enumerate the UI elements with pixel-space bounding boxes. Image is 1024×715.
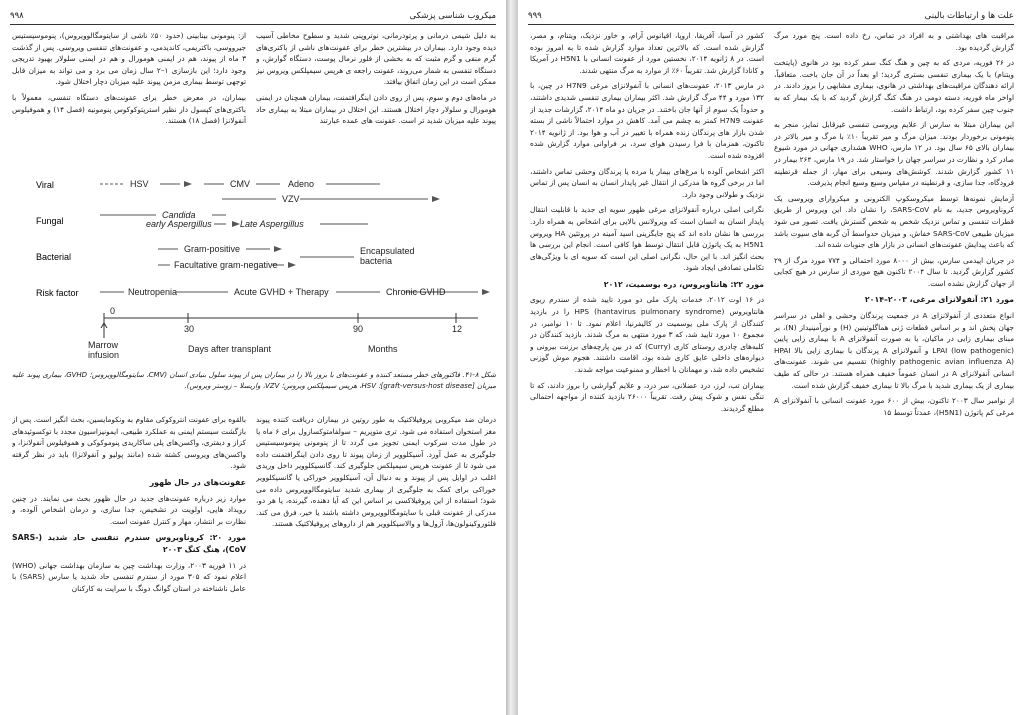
running-header: [10, 8, 496, 25]
paragraph: در ۱۶ اوت ۲۰۱۲، خدمات پارک ملی دو مورد تایید شده از سندرم ریوی هانتاویروس (hantavirus pulmonary syndrome) HPS را در بازدید کنندگان از پارک ملی یوسمیت در کالیفرنیا، اعلام نمود. تا ۱۰ نوامبر، در مجموع ۱۰ مورد تایید شد، که ۳ مورد منتهی به مرگ شدند. بازدید کنندگان در کلبه‌های چادری روستای کاری (Curry) که در بین پارچه‌های برزنت بیرونی و دیواره‌های داخلی عایق کاری شده بود، اقامت داشتند. هجوم موش گوزنی تشخیص داده شد، و مهمانان با اخطار و ممنوعیت مواجه شدند.: [530, 295, 764, 375]
paragraph: از: پنومونی بینابینی (حدود ۵۰٪ ناشی از سایتومگالوویروس)، پنوموسیستیس جیرووسی، باکتریمی، کاندیدمی، و عفونت‌های تنفسی ویروسی. پس از گذشت ۳ ماه از پیوند، هم در ایمنی هومورال و هم در ایمنی سلولار بهبود تدریجی وجود دارد؛ این بازسازی ۱–۲ سال زمان می برد و می تواند به میزان قابل توجهی توسط بیماری مزمن پیوند علیه میزبان دچار اختلال شود.: [12, 31, 246, 87]
page-number: ۹۹۹: [528, 11, 542, 21]
right-page: [518, 0, 1024, 715]
figure-caption: شکل ۸-۴۱. فاکتور‌های خطر مستعد کننده و عفونت‌های با بروز بالا را در بیماران پس از پیوند سلول بنیادی انسان (CMV، سایتومگالوویروس؛ GVHD، بیماری پیوند علیه میزبان [graft-versus-host disease]؛ HSV، هرپس سیمپلکس ویروس؛ VZV، واریسلا – زوستر ویروس).: [12, 371, 497, 390]
label-adeno: Adeno: [288, 179, 315, 189]
row-label-viral: Viral: [36, 180, 54, 190]
paragraph: در ماه‌های دوم و سوم، پس از روی دادن اینگرافتمنت، بیماران همچنان در ایمنی هومورال و سلولار دچار اختلال هستند. این اختلال در بیماران مبتلا به بیماری حاد پیوند علیه میزبان شدید تر است. عفونت های عمده عبارتند: [256, 92, 496, 126]
label-encapsulated: Encapsulated: [360, 246, 415, 256]
row-label-bacterial: Bacterial: [36, 252, 72, 262]
label-candida: Candida: [162, 210, 196, 220]
paragraph: بیماران، در معرض خطر برای عفونت‌های دستگاه تنفسی، معمولاً با باکتری‌های کپسول دار نظیر استرپتوکوکوس پنومونیه (فصل ۱۴) و هموفیلوس آنفولانزا (فصل ۱۸) هستند.: [12, 92, 246, 126]
left-column: [530, 30, 764, 710]
paragraph: موارد زیر درباره عفونت‌های جدید در حال ظهور بحث می نمایند. در چنین رویداد هایی، اولویت در تشخیص، جدا سازی، و درمان اشخاص آلوده، و نظارت بر انتشار، مهار و کنترل عفونت است.: [12, 493, 246, 526]
arrow: [288, 262, 296, 268]
bottom-right-column: [256, 414, 496, 710]
label-chronic-gvhd: Chronic GVHD: [386, 287, 446, 297]
header-title: میکروب شناسی پزشکی: [409, 11, 496, 21]
left-page: [0, 0, 506, 715]
tick-label-0: 0: [110, 306, 116, 316]
page-number: ۹۹۸: [10, 11, 24, 21]
label-bacteria: bacteria: [360, 256, 393, 266]
label-early-aspergillus: early Aspergillus: [146, 219, 212, 229]
tick-label-90: 90: [353, 324, 364, 334]
arrow: [482, 289, 490, 295]
label-vzv: VZV: [282, 194, 300, 204]
paragraph: بالقوه برای عفونت انتروکوکی مقاوم به ونکومایسین، بحث انگیز است. پس از بازگشت سیستم ایمنی به عملکرد طبیعی، ایمونیزاسیون مجدد با توکسوئیدهای کزاز و دیفتری، واکسن‌های پلی ساکاریدی پنوموکوکی و هموفیلوس آنفولانزا، و واکسن‌های ویروسی کشته شده (مانند پولیو و آنفولانزا) باید در نظر گرفته شود.: [12, 415, 246, 471]
paragraph: کشور در آسیا، آفریقا، اروپا، اقیانوس آرام، و خاور نزدیک، ویتنام، و مصر، گزارش شده است. که بالاترین تعداد موارد گزارش شده تا به امروز بوده است. در ۸ ژانویه ۲۰۱۴، نخستین مورد از عفونت انسانی با H5N1 در آمریکا و کانادا گزارش شد. تقریباً ۶۰٪ از موارد به مرگ منتهی شدند.: [530, 31, 764, 75]
paragraph: در ۲۶ فوریه، مردی که به چین و هنگ کنگ سفر کرده بود در هانوی (پایتخت ویتنام) با یک بیماری تنفسی بستری گردید؛ او بعداً در آن جان باخت. متعاقباً، ارائه دهندگان مراقبت‌های بهداشتی در هانوی، بیماری مشابهی را بروز دادند. در اواخر ماه فوریه، دسته دومی در هنگ کنگ گزارش گردید که با یک بیمار که به جنوب چین سفر کرده بود، ارتباط داشت.: [774, 58, 1014, 114]
risk-timeline-figure: [8, 172, 500, 364]
paragraph: مراقبت های بهداشتی و به افراد در تماس، رخ داده است. پنج مورد مرگ گزارش گردیده بود.: [774, 31, 1014, 52]
arrow: [274, 246, 282, 252]
paragraph: به دلیل شیمی درمانی و پرتودرمانی، نوتروپنی شدید و سطوح مخاطی آسیب دیده وجود دارد. بیماران در بیشترین خطر برای عفونت‌های ناشی از باکتری‌های گرم منفی و گرم مثبت که به بخشی از فلور نرمال پوست، دستگاه گوارش، و دستگاه تنفسی به شمار می‌روند، عفونت راجعه ی هرپس سیمپلکس ویروس نیز ممکن است در این زمان اتفاق بیافتد.: [256, 31, 496, 87]
axis-note-marrow: Marrow: [88, 340, 119, 350]
case-heading: مورد ۲۰: کروناویروس سندرم تنفسی حاد شدید (SARS-CoV)، هنگ کنگ ۲۰۰۳: [12, 533, 246, 554]
paragraph: آزمایش نمونه‌ها توسط میکروسکوپ الکترونی و میکروارای ویروسی یک کروناویروس جدید، به نام SARS-CoV، را نشان داد. این ویروس از طریق قطرات تنفسی و تماس نزدیک شخص به شخص گسترش یافت. تصور می شود میزبان طبیعی SARS-CoV خفاش، و میزبان حدواسط آن گربه های سیوت باشد که باعث پیدایش عفونت‌های انسانی در بازار های جنوبات شده اند.: [774, 193, 1014, 250]
axis-note-infusion: infusion: [88, 350, 120, 360]
label-late-aspergillus: Late Aspergillus: [240, 219, 304, 229]
row-label-fungal: Fungal: [36, 216, 64, 226]
paragraph: در مارس ۲۰۱۳، عفونت‌های انسانی با آنفولانزای مرغی H7N9 در چین، با ۱۳۲ مورد و ۴۴ مرگ گزارش شد. اکثر بیماران بیماری تنفسی شدیدی داشتند، و حدوداً یک سوم از آنها جان باختند. در جریان دو ماه ۲۰۱۴، گزارشات جدید از عفونت H7N9 کمتر به چشم می آمد. کاهش در موارد احتمالاً ناشی از بسته شدن بازار های پرندگان زنده همراه با تغییر در آب و هوا بود. از ژانویه ۲۰۱۴ تاکنون، همزمان با فرا رسیدن هوای سرد، بر فراوانی موارد گزارش شده افزوده شده است.: [530, 81, 764, 160]
tick-label-30: 30: [184, 324, 195, 334]
paragraph: از نوامبر سال ۲۰۰۳ تاکنون، بیش از ۶۰۰ مورد عفونت انسانی با آنفولانزای A مرغی کم پاتوژن (H5N1)، عمدتاً توسط ۱۵: [774, 396, 1014, 417]
arrow: [184, 181, 192, 187]
axis-title-months: Months: [368, 344, 398, 354]
running-header: [528, 8, 1014, 25]
top-left-column: [12, 30, 246, 170]
label-neutropenia: Neutropenia: [128, 287, 178, 297]
section-heading: عفونت‌های در حال ظهور: [149, 477, 246, 487]
right-column: [774, 30, 1014, 710]
paragraph: نگرانی اصلی درباره آنفولانزای مرغی ظهور سویه ای جدید با قابلیت انتقال پایدار انسان به انسان است که ویرولانس بالایی برای اشخاص به همراه دارد. بررسی ها نشان داده اند که پنج جایگزینی اسید آمینه در پروتئین HA ویروس H5N1 به یک پاتوژن قابل انتقال توسط هوا کافی است. انجام این بررسی ها بحث انگیز اند. با این حال، نگرانی اصلی این است که سویه ای با ویژگی‌های تکاملی تصادفی ایجاد شود.: [530, 205, 764, 273]
label-gram-positive: Gram-positive: [184, 244, 241, 254]
paragraph: انواع متعددی از آنفولانزای A در جمعیت پرندگان وحشی و اهلی در سراسر جهان پخش اند و بر اساس قطعات ژنی هماگلوتینین (H) و نورآمینیداز (N)، بر مبنای بیماری زایی در ماکیان، یا به صورت آنفولانزای A با بیماری زایی پایین (low pathogenic) LPAI و آنفولانزای A پرندگان با بیماری زایی بالا HPAI (highly pathogenic avian influenza A) تقسیم می شوند. عفونت‌های انسانی آنفولانزای A در انسان عموماً خفیف همراه هستند. در حالی که طیف بیماری از یک بیماری شدید با مرگ بالا تا بیماری خفیف گزارش شده است.: [774, 311, 1014, 390]
book-gutter: [506, 0, 518, 715]
label-acute-gvhd: Acute GVHD + Therapy: [234, 287, 329, 297]
label-hsv: HSV: [130, 179, 149, 189]
paragraph: بیماران تب، لرز، درد عضلانی، سر درد، و علایم گوارشی را بروز دادند، که تا تنگی نفس و شوک پیش رفت. تقریباً ۲۶۰۰۰ بازدید کننده از مواجهه احتمالی مطلع گردیدند.: [530, 380, 764, 413]
paragraph: در ۱۱ فوریه ۲۰۰۳، وزارت بهداشت چین به سازمان بهداشت جهانی (WHO) اعلام نمود که ۳۰۵ مورد از سندرم تنفسی حاد شدید یا سارس (SARS) با عامل ناشناخته در استان گوانگ دونگ با سرایت به کارکنان: [12, 560, 246, 593]
row-label-risk-factor: Risk factor: [36, 288, 79, 298]
header-title: علت ها و ارتباطات بالینی: [924, 11, 1014, 21]
arrow: [232, 221, 240, 227]
case-heading: مورد ۲۲: هانتاویروس، دره یوسمیت، ۲۰۱۲: [603, 279, 764, 289]
top-right-column: [256, 30, 496, 170]
axis-title-days: Days after transplant: [188, 344, 272, 354]
label-facultative-gram-negative: Facultative gram-negative: [174, 260, 278, 270]
paragraph: این بیماران مبتلا به سارس از علایم ویروسی تنفسی غیرقابل تمایز، منجر به پنومونی برخوردار بودند. میزان مرگ و میر تقریباً ۱۰٪ با مرگ و میر بالاتر در بیماران بالای ۶۵ سال بود. در ۱۲ مارس، WHO هشداری جهانی در مورد شیوع صادر کرد و نظارت در سراسر جهان را خواستار شد. در ۱۹ مارس، ۲۶۴ بیمار در ۱۱ کشور گزارش شدند. کوشش‌های وسیعی برای مهار، از جمله قرنطینه فرودگاه، جدا سازی، و قرنطینه در مقیاس وسیع وسیع انجام پذیرفت.: [774, 120, 1014, 188]
tick-label-12: 12: [452, 324, 463, 334]
label-cmv: CMV: [230, 179, 250, 189]
paragraph: در جریان اپیدمی سارس، بیش از ۸۰۰۰ مورد احتمالی و ۷۷۴ مورد مرگ از ۲۹ کشور گزارش گردید. تا سال ۲۰۰۴ تاکنون هیچ موردی از سارس در هیچ کجایی از جهان گزارش نشده است.: [774, 255, 1014, 288]
paragraph: درمان ضد میکروبی پروفیلاکتیک به طور روتین در بیماران دریافت کننده پیوند مغز استخوان استفاده می شود. تری متوپریم – سولفامتوکسازول برای ۶ ماه یا در طول مدت سرکوب ایمنی تجویز می گردد تا از پنومونی پنوموسیستیس جلوگیری به عمل آورد. آسیکلوویر از زمان پیوند تا روی دادن اینگرافتمنت داده می شود تا از عفونت هرپس سیمپلکس جلوگیری کند. گانسیکلوویر داخل وریدی اغلب در اوایل پس از پیوند و به دنبال آن، آسیکلوویر خوراکی یا گانسیکلوویر خوراکی برای کمک به جلوگیری از بیماری شدید سایتومگالوویروس داده می شود؛ استفاده از این پروفیلاکسی بر اساس این که آیا دهنده، گیرنده، یا هر دو، مدرکی از عفونت قبلی با سایتومگالوویروس داشته باشند یا خیر، فرق می کند. فلئوروکینولون‌ها، آزول‌ها و والاسیکلوویر هم از داروهای پروفیلاکتیک هستند.: [256, 415, 496, 529]
case-heading: مورد ۲۱: آنفولانزای مرغی، ۲۰۰۳–۲۰۱۴: [864, 295, 1014, 305]
bottom-left-column: [12, 414, 246, 710]
arrow: [432, 196, 440, 202]
paragraph: اکثر اشخاص آلوده با مرغ‌های بیمار یا مرده یا پرندگان وحشی تماس داشتند، اما در برخی گروه ها مدرکی از انتقال غیر پایدار انسان به انسان پس از تماس نزدیک و طولانی وجود دارد.: [530, 166, 764, 199]
